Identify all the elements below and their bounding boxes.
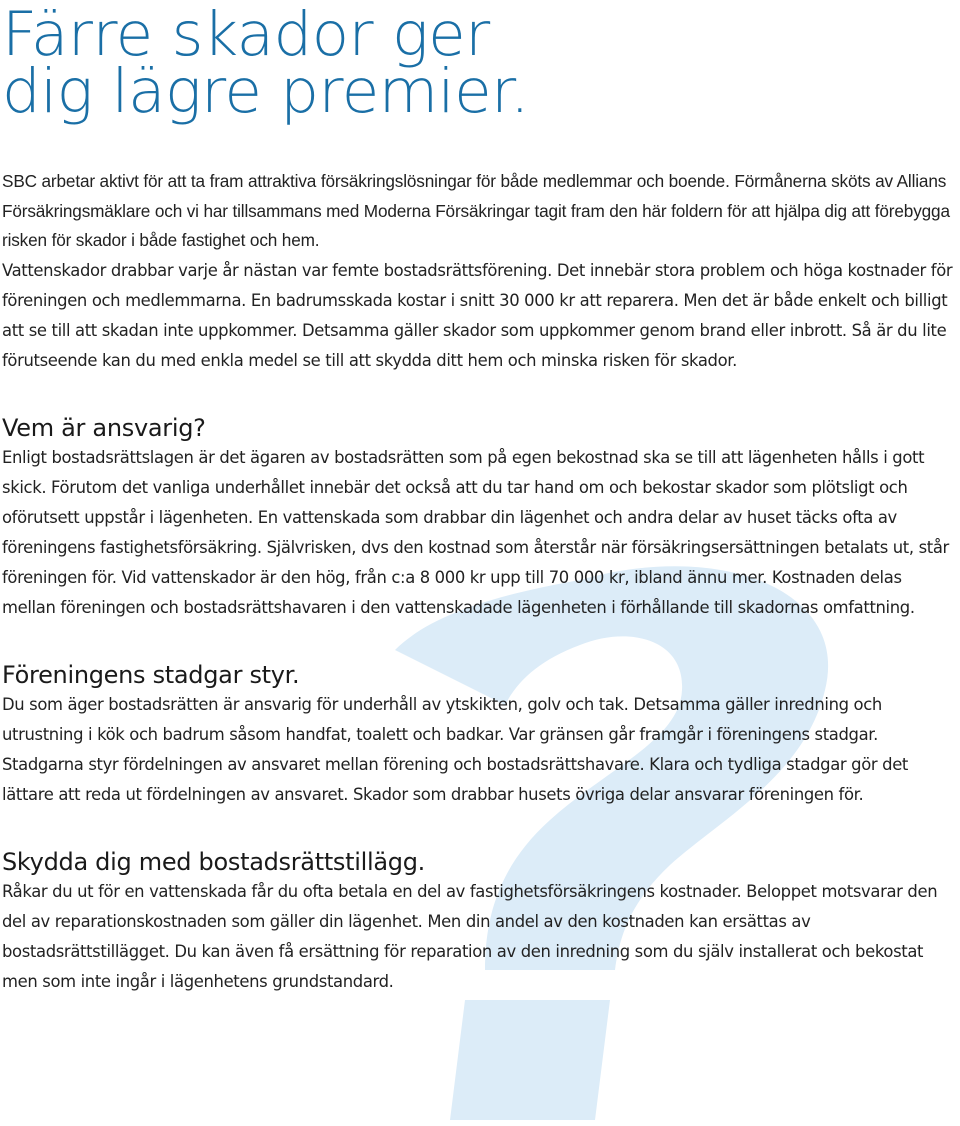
- section-body-bylaws: Du som äger bostadsrätten är ansvarig för underhåll av ytskikten, golv och tak. Detsamma gäller inredning och utrustning i kök och badrum såsom handfat, toalett och badkar. Var gränsen går framgår i föreningens stadgar. Stadgarna styr fördelningen av ansvaret mellan förening och bostadsrättshavare. Klara och tydliga stadgar gör det lättare att reda ut fördelningen av ansvaret. Skador som drabbar husets övriga delar ansvarar föreningen för.: [2, 695, 909, 805]
- intro-paragraph: SBC arbetar aktivt för att ta fram attraktiva försäkringslösningar för både medlemmar och boende. Förmånerna sköts av Allians Försäkringsmäklare och vi har tillsammans med Moderna Försäkringar tagit fram den här foldern för att hjälpa dig att förebygga risken för skador i både fastighet och hem.: [2, 171, 950, 251]
- page-title: [2, 0, 958, 127]
- section-heading-responsibility: Vem är ansvarig?: [2, 414, 206, 443]
- section-heading-protection: Skydda dig med bostadsrättstillägg.: [2, 848, 425, 877]
- body-paragraph: Vattenskador drabbar varje år nästan var femte bostadsrättsförening. Det innebär stora problem och höga kostnader för föreningen och medlemmarna. En badrumsskada kostar i snitt 30 000 kr att reparera. Men det är både enkelt och billigt att se till att skadan inte uppkommer. Detsamma gäller skador som uppkommer genom brand eller inbrott. Så är du lite förutseende kan du med enkla medel se till att skydda ditt hem och minska risken för skador.: [2, 261, 953, 371]
- title-line-1: Färre skador ger: [2, 0, 490, 70]
- section-heading-bylaws: Föreningens stadgar styr.: [2, 661, 300, 690]
- title-line-2: dig lägre premier.: [2, 56, 530, 127]
- section-body-protection: Råkar du ut för en vattenskada får du ofta betala en del av fastighetsförsäkringens kostnader. Beloppet motsvarar den del av reparationskostnaden som gäller din lägenhet. Men din andel av den kostnaden kan ersättas av bostadsrättstillägget. Du kan även få ersättning för reparation av den inredning som du själv installerat och bekostat men som inte ingår i lägenhetens grundstandard.: [2, 882, 938, 992]
- section-body-responsibility: Enligt bostadsrättslagen är det ägaren av bostadsrätten som på egen bekostnad ska se till att lägenheten hålls i gott skick. Förutom det vanliga underhållet innebär det också att du tar hand om och bekostar skador som plötsligt och oförutsett uppstår i lägenheten. En vattenskada som drabbar din lägenhet och andra delar av huset täcks ofta av föreningens fastighetsförsäkring. Självrisken, dvs den kostnad som återstår när försäkringsersättningen betalats ut, står föreningen för. Vid vattenskador är den hög, från c:a 8 000 kr upp till 70 000 kr, ibland ännu mer. Kostnaden delas mellan föreningen och bostadsrättshavaren i den vattenskadade lägenheten i förhållande till skadornas omfattning.: [2, 448, 949, 618]
